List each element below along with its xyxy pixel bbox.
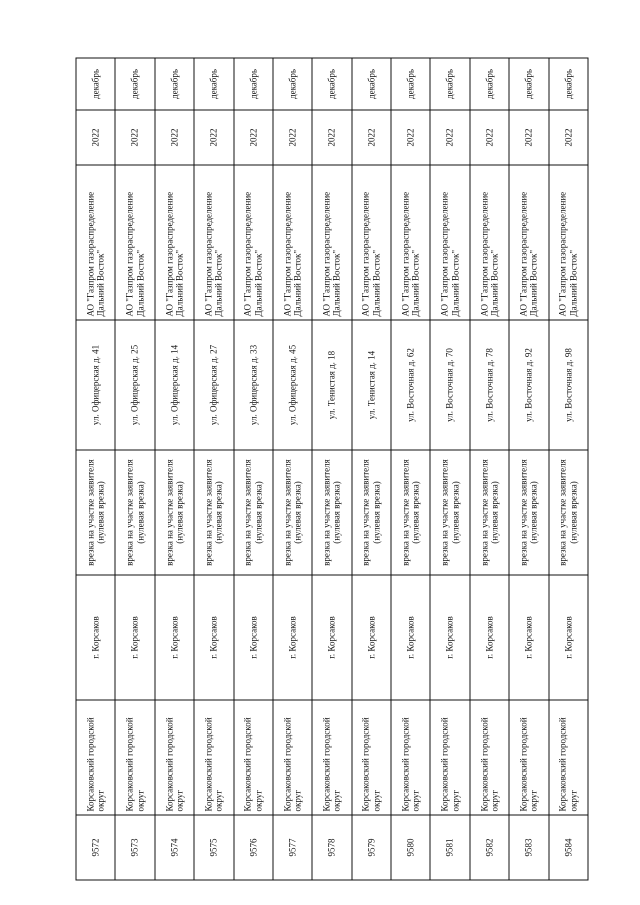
organization-cell: АО "Газпром газораспределение Дальний Восток" — [430, 165, 469, 320]
city-cell: г. Корсаков — [312, 575, 351, 700]
connection-type-cell: врезка на участке заявителя (нулевая врезка) — [548, 450, 588, 575]
organization-cell: АО "Газпром газораспределение Дальний Восток" — [115, 165, 154, 320]
year-cell: 2022 — [509, 110, 548, 165]
year-cell: 2022 — [430, 110, 469, 165]
table-row — [272, 58, 311, 880]
district-cell: Корсаковский городской округ — [430, 700, 469, 815]
month-cell: декабрь — [351, 58, 390, 110]
table-row — [115, 58, 154, 880]
organization-cell: АО "Газпром газораспределение Дальний Восток" — [469, 165, 508, 320]
address-cell: ул. Восточная д. 92 — [509, 320, 548, 450]
connection-type-cell: врезка на участке заявителя (нулевая врезка) — [76, 450, 115, 575]
row-number: 9581 — [430, 815, 469, 880]
table-row — [233, 58, 272, 880]
address-cell: ул. Восточная д. 78 — [469, 320, 508, 450]
table-row — [469, 58, 508, 880]
year-cell: 2022 — [272, 110, 311, 165]
year-cell: 2022 — [469, 110, 508, 165]
year-cell: 2022 — [391, 110, 430, 165]
city-cell: г. Корсаков — [351, 575, 390, 700]
month-cell: декабрь — [194, 58, 233, 110]
month-cell: декабрь — [154, 58, 193, 110]
row-number: 9574 — [154, 815, 193, 880]
month-cell: декабрь — [548, 58, 588, 110]
connection-type-cell: врезка на участке заявителя (нулевая врезка) — [312, 450, 351, 575]
city-cell: г. Корсаков — [115, 575, 154, 700]
address-cell: ул. Офицерская д. 33 — [233, 320, 272, 450]
organization-cell: АО "Газпром газораспределение Дальний Восток" — [154, 165, 193, 320]
district-cell: Корсаковский городской округ — [76, 700, 115, 815]
connection-type-cell: врезка на участке заявителя (нулевая врезка) — [391, 450, 430, 575]
address-cell: ул. Офицерская д. 45 — [272, 320, 311, 450]
year-cell: 2022 — [312, 110, 351, 165]
district-cell: Корсаковский городской округ — [509, 700, 548, 815]
table-row — [194, 58, 233, 880]
month-cell: декабрь — [430, 58, 469, 110]
connection-type-cell: врезка на участке заявителя (нулевая врезка) — [430, 450, 469, 575]
address-cell: ул. Офицерская д. 41 — [76, 320, 115, 450]
month-cell: декабрь — [115, 58, 154, 110]
district-cell: Корсаковский городской округ — [194, 700, 233, 815]
month-cell: декабрь — [509, 58, 548, 110]
month-cell: декабрь — [272, 58, 311, 110]
row-number: 9573 — [115, 815, 154, 880]
district-cell: Корсаковский городской округ — [233, 700, 272, 815]
table-row — [351, 58, 390, 880]
row-number: 9577 — [272, 815, 311, 880]
year-cell: 2022 — [351, 110, 390, 165]
table-row — [509, 58, 548, 880]
address-cell: ул. Восточная д. 98 — [548, 320, 588, 450]
address-cell: ул. Восточная д. 70 — [430, 320, 469, 450]
table-row — [391, 58, 430, 880]
city-cell: г. Корсаков — [272, 575, 311, 700]
district-cell: Корсаковский городской округ — [391, 700, 430, 815]
organization-cell: АО "Газпром газораспределение Дальний Восток" — [194, 165, 233, 320]
month-cell: декабрь — [391, 58, 430, 110]
gasification-table — [75, 57, 588, 880]
table-row — [430, 58, 469, 880]
connection-type-cell: врезка на участке заявителя (нулевая врезка) — [154, 450, 193, 575]
connection-type-cell: врезка на участке заявителя (нулевая врезка) — [194, 450, 233, 575]
organization-cell: АО "Газпром газораспределение Дальний Восток" — [312, 165, 351, 320]
organization-cell: АО "Газпром газораспределение Дальний Восток" — [509, 165, 548, 320]
address-cell: ул. Офицерская д. 25 — [115, 320, 154, 450]
city-cell: г. Корсаков — [76, 575, 115, 700]
city-cell: г. Корсаков — [391, 575, 430, 700]
connection-type-cell: врезка на участке заявителя (нулевая врезка) — [469, 450, 508, 575]
district-cell: Корсаковский городской округ — [272, 700, 311, 815]
district-cell: Корсаковский городской округ — [312, 700, 351, 815]
organization-cell: АО "Газпром газораспределение Дальний Восток" — [391, 165, 430, 320]
address-cell: ул. Тенистая д. 18 — [312, 320, 351, 450]
district-cell: Корсаковский городской округ — [469, 700, 508, 815]
table-row — [76, 58, 115, 880]
connection-type-cell: врезка на участке заявителя (нулевая врезка) — [115, 450, 154, 575]
year-cell: 2022 — [194, 110, 233, 165]
year-cell: 2022 — [115, 110, 154, 165]
city-cell: г. Корсаков — [469, 575, 508, 700]
table-row — [154, 58, 193, 880]
year-cell: 2022 — [76, 110, 115, 165]
address-cell: ул. Офицерская д. 14 — [154, 320, 193, 450]
month-cell: декабрь — [469, 58, 508, 110]
address-cell: ул. Тенистая д. 14 — [351, 320, 390, 450]
address-cell: ул. Офицерская д. 27 — [194, 320, 233, 450]
month-cell: декабрь — [76, 58, 115, 110]
district-cell: Корсаковский городской округ — [351, 700, 390, 815]
year-cell: 2022 — [154, 110, 193, 165]
connection-type-cell: врезка на участке заявителя (нулевая врезка) — [509, 450, 548, 575]
organization-cell: АО "Газпром газораспределение Дальний Восток" — [548, 165, 588, 320]
month-cell: декабрь — [312, 58, 351, 110]
row-number: 9582 — [469, 815, 508, 880]
month-cell: декабрь — [233, 58, 272, 110]
city-cell: г. Корсаков — [233, 575, 272, 700]
connection-type-cell: врезка на участке заявителя (нулевая врезка) — [351, 450, 390, 575]
city-cell: г. Корсаков — [509, 575, 548, 700]
rotated-page — [75, 58, 588, 880]
city-cell: г. Корсаков — [154, 575, 193, 700]
city-cell: г. Корсаков — [430, 575, 469, 700]
address-cell: ул. Восточная д. 62 — [391, 320, 430, 450]
organization-cell: АО "Газпром газораспределение Дальний Восток" — [233, 165, 272, 320]
row-number: 9584 — [548, 815, 588, 880]
row-number: 9580 — [391, 815, 430, 880]
row-number: 9578 — [312, 815, 351, 880]
row-number: 9576 — [233, 815, 272, 880]
connection-type-cell: врезка на участке заявителя (нулевая врезка) — [272, 450, 311, 575]
organization-cell: АО "Газпром газораспределение Дальний Восток" — [76, 165, 115, 320]
table-row — [548, 58, 588, 880]
row-number: 9583 — [509, 815, 548, 880]
row-number: 9579 — [351, 815, 390, 880]
year-cell: 2022 — [233, 110, 272, 165]
year-cell: 2022 — [548, 110, 588, 165]
organization-cell: АО "Газпром газораспределение Дальний Восток" — [351, 165, 390, 320]
row-number: 9572 — [76, 815, 115, 880]
district-cell: Корсаковский городской округ — [154, 700, 193, 815]
organization-cell: АО "Газпром газораспределение Дальний Восток" — [272, 165, 311, 320]
district-cell: Корсаковский городской округ — [548, 700, 588, 815]
connection-type-cell: врезка на участке заявителя (нулевая врезка) — [233, 450, 272, 575]
district-cell: Корсаковский городской округ — [115, 700, 154, 815]
table-row — [312, 58, 351, 880]
row-number: 9575 — [194, 815, 233, 880]
city-cell: г. Корсаков — [194, 575, 233, 700]
city-cell: г. Корсаков — [548, 575, 588, 700]
